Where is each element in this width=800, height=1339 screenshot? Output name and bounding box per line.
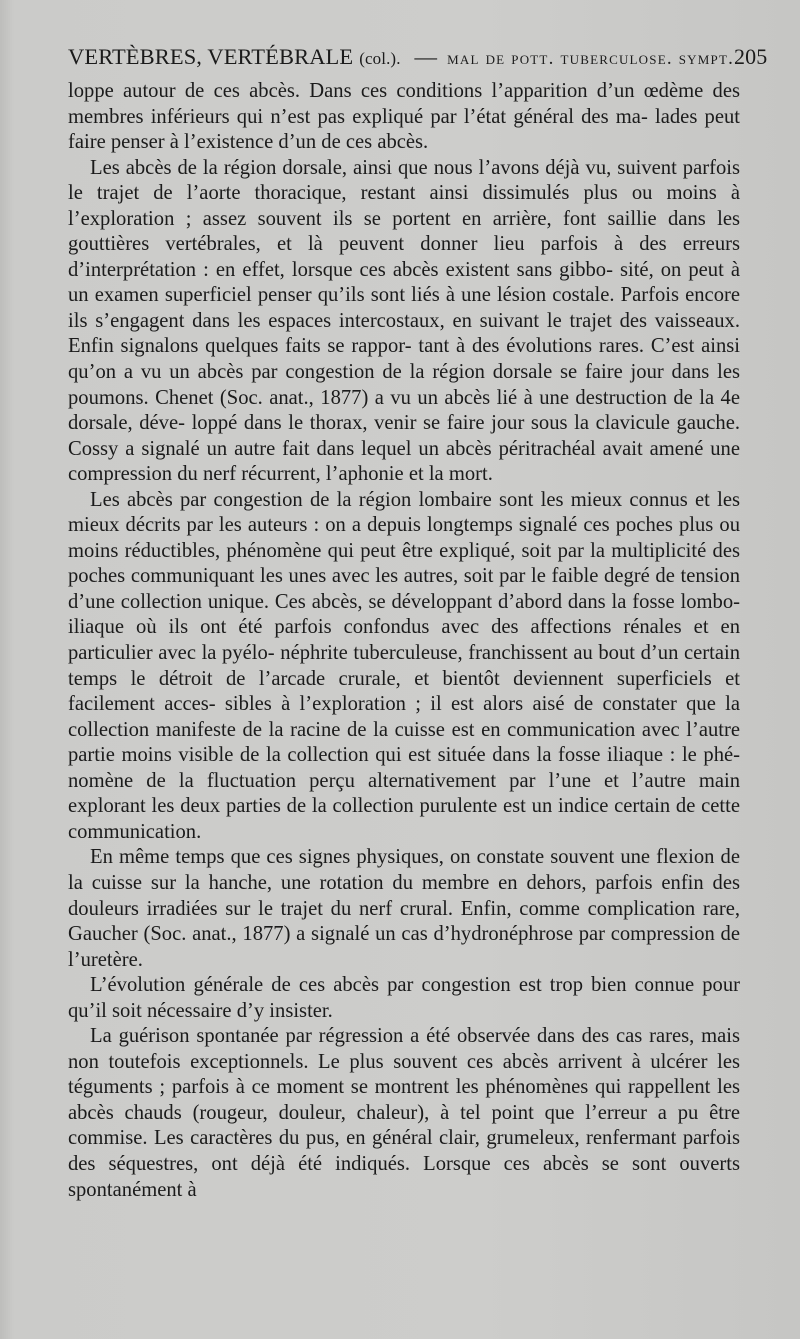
running-head-title: VERTÈBRES, VERTÉBRALE (68, 44, 354, 69)
page-number: 205 (734, 44, 768, 69)
running-head (68, 44, 768, 70)
paragraph: Les abcès par congestion de la région lombaire sont les mieux connus et les mieux décrits par les auteurs : on a depuis longtemps signalé ces poches plus ou moins réductibles, phénomène qui peut être expliqué, soit par la multiplicité des poches communiquant les unes avec les autres, soit par le faible degré de tension d’une collection unique. Ces abcès, se développant d’abord dans la fosse lombo-iliaque où ils ont été parfois confondus avec des affections rénales et en particulier avec la pyélo- néphrite tuberculeuse, franchissent au bout d’un certain temps le détroit de l’arcade crurale, et bientôt deviennent superficiels et facilement acces- sibles à l’exploration ; il est alors aisé de constater que la collection manifeste de la racine de la cuisse est en communication avec l’autre partie moins visible de la collection qui est située dans la fosse iliaque : le phé- nomène de la fluctuation perçu alternativement par l’une et l’autre main explorant les deux parties de la collection purulente est un indice certain de cette communication. (68, 488, 740, 843)
paragraph: Les abcès de la région dorsale, ainsi que nous l’avons déjà vu, suivent parfois le trajet de l’aorte thoracique, restant ainsi dissimulés plus ou moins à l’exploration ; assez souvent ils se portent en arrière, font saillie dans les gouttières vertébrales, et là peuvent donner lieu parfois à des erreurs d’interprétation : en effet, lorsque ces abcès existent sans gibbo- sité, on peut à un examen superficiel penser qu’ils sont liés à une lésion costale. Parfois encore ils s’engagent dans les espaces intercostaux, en suivant le trajet des vaisseaux. Enfin signalons quelques faits se rappor- tant à des évolutions rares. C’est ainsi qu’on a vu un abcès par congestion de la région dorsale se faire jour dans les poumons. Chenet (Soc. anat., 1877) a vu un abcès lié à une destruction de la 4e dorsale, déve- loppé dans le thorax, venir se faire jour sous la clavicule gauche. Cossy a signalé un autre fait dans lequel un abcès péritrachéal avait amené une compression du nerf récurrent, l’aphonie et la mort. (68, 156, 740, 486)
paragraph: L’évolution générale de ces abcès par congestion est trop bien connue pour qu’il soit nécessaire d’y insister. (68, 974, 740, 1022)
body-text (68, 79, 740, 1203)
paragraph: loppe autour de ces abcès. Dans ces conditions l’apparition d’un œdème des membres inférieurs qui n’est pas expliqué par l’état général des ma- lades peut faire penser à l’existence d’un de ces abcès. (68, 80, 740, 154)
paragraph: En même temps que ces signes physiques, on constate souvent une flexion de la cuisse sur la hanche, une rotation du membre en dehors, parfois enfin des douleurs irradiées sur le trajet du nerf crural. Enfin, comme complication rare, Gaucher (Soc. anat., 1877) a signalé un cas d’hydronéphrose par compression de l’uretère. (68, 846, 740, 971)
paragraph: La guérison spontanée par régression a été observée dans des cas rares, mais non toutefois exceptionnels. Le plus souvent ces abcès arrivent à ulcérer les téguments ; parfois à ce moment se montrent les phénomènes qui rappellent les abcès chauds (rougeur, douleur, chaleur), à tel point que l’erreur a pu être commise. Les caractères du pus, en général clair, grumeleux, renfermant parfois des séquestres, ont déjà été indiqués. Lorsque ces abcès se sont ouverts spontanément à (68, 1025, 740, 1201)
running-head-subtitle: mal de pott. tuberculose. sympt. (447, 48, 735, 69)
running-head-col: (col.). (359, 49, 401, 68)
running-head-dash: — (414, 44, 438, 69)
